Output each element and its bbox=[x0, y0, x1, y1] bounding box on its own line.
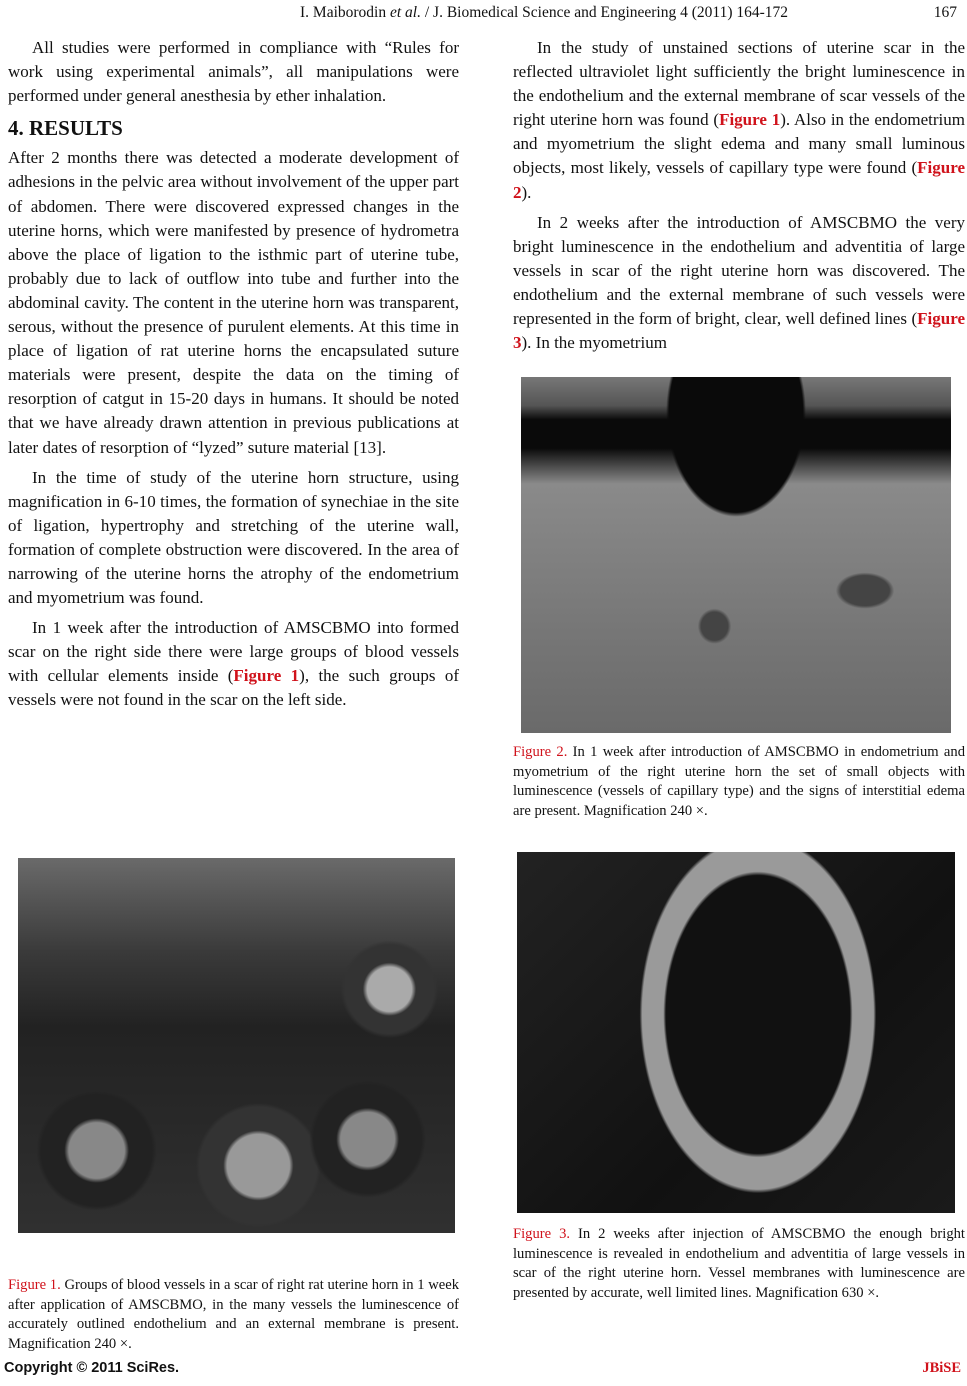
figure-1-caption bbox=[8, 1276, 459, 1354]
figure-2-image bbox=[521, 377, 951, 733]
journal-abbrev: JBiSE bbox=[922, 1360, 961, 1376]
paragraph: After 2 months there was detected a moderate development of adhesions in the pelvic area without involvement of the upper part of abdomen. There were discovered expressed changes in the uterine horns, which were manifested by presence of hydrometra above the place of ligation to the isthmic part of uterine tube, probably due to lack of outflow into tube and further into the abdominal cavity. The content in the uterine horn was transparent, serous, without the presence of purulent elements. At this time in place of ligation of rat uterine horns the encapsulated suture materials were present, despite the data on the timing of resorption of catgut in 15-20 days in humans. It should be noted that we have already drawn attention in previous publications at later dates of resorption of “lyzed” suture material [13]. bbox=[8, 148, 459, 457]
left-column bbox=[8, 36, 459, 713]
paragraph bbox=[513, 211, 965, 356]
figure-1-link[interactable]: Figure 1 bbox=[233, 666, 300, 686]
text: In the study of unstained sections of uterine scar in the reflected ultraviolet light sufficiently the bright luminescence in the endothelium and the external membrane of scar vessels of the right uterine horn was found ( bbox=[513, 38, 965, 130]
caption-text: Groups of blood vessels in a scar of right rat uterine horn in 1 week after application of AMSCBMO, in the many vessels the luminescence of accurately outlined endothelium and an external membrane is present. Magnification 240 ×. bbox=[8, 1277, 459, 1352]
copyright: Copyright © 2011 SciRes. bbox=[4, 1360, 180, 1376]
figure-1-link[interactable]: Figure 1 bbox=[719, 110, 781, 130]
figure-1-image bbox=[18, 858, 455, 1233]
figure-2-link[interactable]: Figure 2 bbox=[513, 158, 965, 202]
text: In 1 week after the introduction of AMSCBMO into formed scar on the right side there were large groups of blood vessels with cellular elements inside ( bbox=[8, 618, 459, 686]
caption-text: In 1 week after introduction of AMSCBMO in endometrium and myometrium of the right uterine horn the set of small objects with luminescence (vessels of capillary type) and the signs of interstitial edema are present. Magnification 240 ×. bbox=[513, 744, 965, 819]
right-column bbox=[513, 36, 965, 355]
header-journal: / J. Biomedical Science and Engineering 4 (2011) 164-172 bbox=[420, 4, 789, 21]
figure-label: Figure 3. bbox=[513, 1226, 571, 1242]
paragraph bbox=[8, 616, 459, 712]
text: In 2 weeks after the introduction of AMSCBMO the very bright luminescence in the endothelium and adventitia of large vessels in scar of the right uterine horn was discovered. The endothelium and the external membrane of such vessels were represented in the form of bright, clear, well defined lines ( bbox=[513, 212, 965, 329]
page-number: 167 bbox=[933, 4, 957, 21]
text: ). Also in the endometrium and myometrium the slight edema and many small luminous objects, most likely, vessels of capillary type were found ( bbox=[513, 110, 965, 178]
paragraph: All studies were performed in compliance with “Rules for work using experimental animals”, all manipulations were performed under general anesthesia by ether inhalation. bbox=[8, 38, 459, 106]
text: ), the such groups of vessels were not found in the scar on the left side. bbox=[8, 666, 459, 710]
text: ). In the myometrium bbox=[521, 333, 667, 353]
section-heading: 4. RESULTS bbox=[8, 116, 123, 141]
caption-text: In 2 weeks after injection of AMSCBMO the enough bright luminescence is revealed in endothelium and adventitia of large vessels in scar of the right uterine horn. Vessel membranes with luminescence are presented by accurate, well limited lines. Magnification 630 ×. bbox=[513, 1226, 965, 1301]
figure-3-link[interactable]: Figure 3 bbox=[513, 309, 965, 353]
text: ). bbox=[521, 182, 532, 202]
paragraph: In the time of study of the uterine horn structure, using magnification in 6-10 times, the formation of synechiae in the site of ligation, hypertrophy and stretching of the uterine wall, formation of complete obstruction were discovered. In the area of narrowing of the uterine horns the atrophy of the endometrium and myometrium was found. bbox=[8, 467, 459, 608]
header-authors: I. Maiborodin bbox=[300, 4, 387, 21]
figure-3-image bbox=[517, 852, 955, 1213]
figure-3-caption bbox=[513, 1225, 965, 1303]
paragraph bbox=[513, 36, 965, 205]
figure-label: Figure 2. bbox=[513, 744, 568, 760]
figure-label: Figure 1. bbox=[8, 1277, 61, 1293]
figure-2-caption bbox=[513, 743, 965, 821]
header-etal: et al. bbox=[389, 4, 421, 21]
